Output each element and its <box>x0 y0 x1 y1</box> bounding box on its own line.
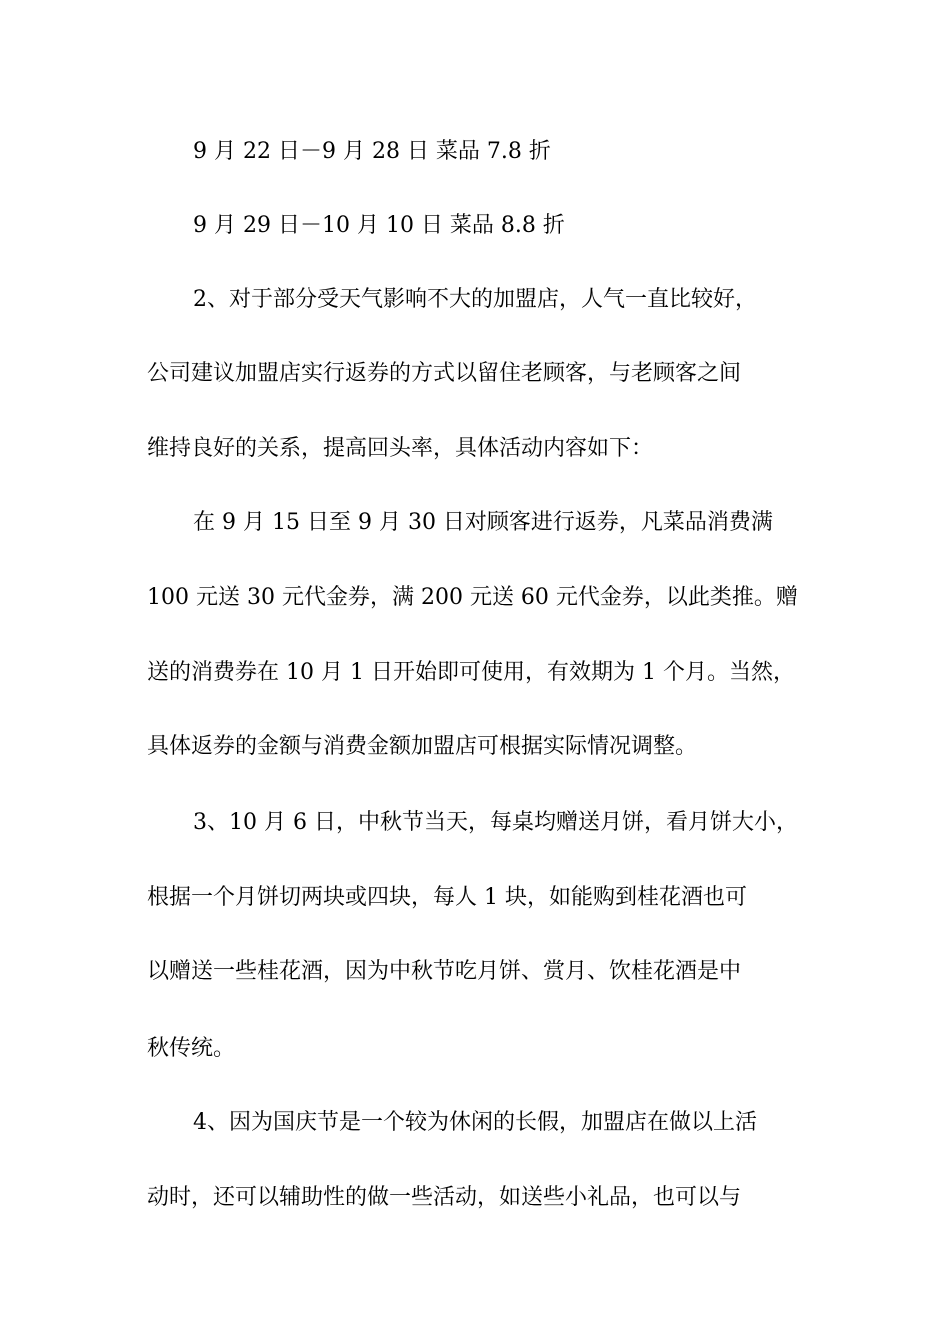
text-line-12: 以赠送一些桂花酒，因为中秋节吃月饼、赏月、饮桂花酒是中 <box>147 959 742 984</box>
text-line-9: 具体返券的金额与消费金额加盟店可根据实际情况调整。 <box>147 734 698 759</box>
text-line-14: 4、因为国庆节是一个较为休闲的长假，加盟店在做以上活 <box>193 1110 757 1135</box>
text-line-13: 秋传统。 <box>147 1036 236 1061</box>
text-line-1: 9 月 22 日－9 月 28 日 菜品 7.8 折 <box>193 139 551 164</box>
text-line-3: 2、对于部分受天气影响不大的加盟店，人气一直比较好， <box>193 287 757 312</box>
text-line-15: 动时，还可以辅助性的做一些活动，如送些小礼品，也可以与 <box>147 1185 742 1210</box>
text-line-11: 根据一个月饼切两块或四块，每人 1 块，如能购到桂花酒也可 <box>147 885 747 910</box>
text-line-2: 9 月 29 日－10 月 10 日 菜品 8.8 折 <box>193 213 565 238</box>
text-line-8: 送的消费券在 10 月 1 日开始即可使用，有效期为 1 个月。当然， <box>147 660 795 685</box>
text-line-10: 3、10 月 6 日，中秋节当天，每桌均赠送月饼，看月饼大小， <box>193 810 798 835</box>
text-line-5: 维持良好的关系，提高回头率，具体活动内容如下： <box>147 436 654 461</box>
text-line-6: 在 9 月 15 日至 9 月 30 日对顾客进行返券，凡菜品消费满 <box>193 510 773 535</box>
text-line-7: 100 元送 30 元代金券，满 200 元送 60 元代金券，以此类推。赠 <box>147 585 798 610</box>
text-line-4: 公司建议加盟店实行返券的方式以留住老顾客，与老顾客之间 <box>147 361 742 386</box>
